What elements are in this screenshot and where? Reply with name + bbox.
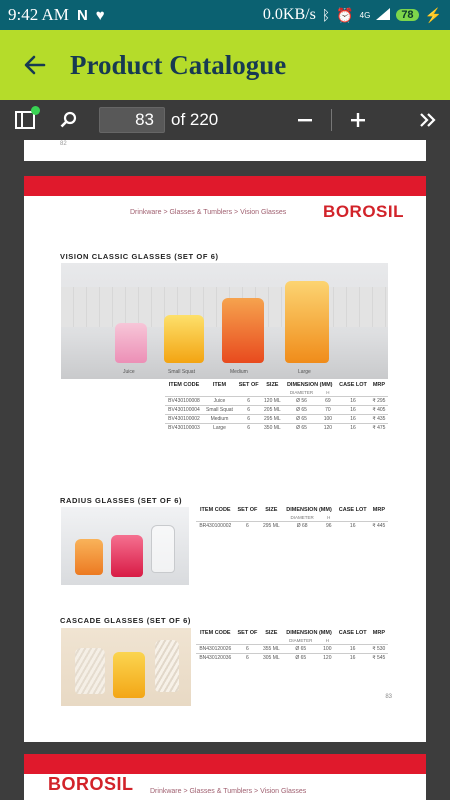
cell: ₹ 295 bbox=[370, 397, 388, 406]
arrow-left-icon bbox=[23, 53, 47, 77]
cell: Ø 65 bbox=[282, 654, 319, 663]
cell: ₹ 405 bbox=[370, 406, 388, 415]
cell: 6 bbox=[235, 654, 261, 663]
next-page-breadcrumb: Drinkware > Glasses & Tumblers > Vision Glasses bbox=[150, 788, 307, 795]
glass-label-juice: Juice bbox=[123, 369, 135, 375]
page-header-band bbox=[24, 176, 426, 196]
cell: 16 bbox=[336, 645, 370, 654]
glass-juice bbox=[115, 323, 147, 363]
previous-page bbox=[24, 140, 426, 161]
col-header: CASE LOT bbox=[339, 382, 367, 388]
glass-label-small-squat: Small Squat bbox=[168, 369, 195, 375]
section-title: CASCADE GLASSES (SET OF 6) bbox=[60, 616, 192, 625]
notification-dot bbox=[31, 106, 40, 115]
back-button[interactable] bbox=[0, 30, 70, 100]
cell: 295 ML bbox=[261, 415, 283, 424]
cell: ₹ 445 bbox=[370, 522, 388, 531]
col-header: DIMENSION (MM) bbox=[286, 382, 333, 388]
next-page-button[interactable] bbox=[406, 100, 450, 140]
network-label: 4G bbox=[359, 10, 371, 20]
page-number: 83 bbox=[385, 694, 392, 700]
toolbar-divider bbox=[331, 109, 332, 131]
glass-red bbox=[111, 535, 143, 577]
cell: 16 bbox=[336, 654, 370, 663]
cell: ₹ 530 bbox=[370, 645, 388, 654]
glass-yellow bbox=[113, 652, 145, 698]
cell: Ø 65 bbox=[283, 406, 319, 415]
cell: BV430100003 bbox=[165, 424, 203, 433]
glass-clear bbox=[151, 525, 175, 573]
cell: Ø 68 bbox=[282, 522, 321, 531]
page-number-input[interactable]: 83 bbox=[99, 107, 165, 133]
charging-icon: ⚡ bbox=[424, 6, 442, 23]
net-speed: 0.0KB/s bbox=[262, 6, 316, 23]
col-header: SET OF bbox=[237, 630, 258, 636]
catalogue-page bbox=[24, 176, 426, 742]
status-time: 9:42 AM bbox=[8, 5, 69, 24]
cell: 6 bbox=[236, 406, 261, 415]
cell: 350 ML bbox=[261, 424, 283, 433]
cell: BV430100004 bbox=[165, 406, 203, 415]
zoom-out-button[interactable] bbox=[283, 100, 327, 140]
cell: BV430100008 bbox=[165, 397, 203, 406]
cell: BN430120036 bbox=[196, 654, 235, 663]
minus-icon bbox=[297, 112, 313, 128]
cell: 6 bbox=[236, 424, 261, 433]
cell: 120 bbox=[319, 654, 336, 663]
signal-icon bbox=[376, 7, 390, 23]
table-row bbox=[196, 654, 388, 663]
document-viewer[interactable] bbox=[0, 140, 450, 800]
cell: BR430100002 bbox=[196, 522, 235, 531]
cell: 16 bbox=[336, 424, 370, 433]
n-icon: N bbox=[76, 6, 88, 24]
cell: Ø 65 bbox=[283, 415, 319, 424]
section-title: VISION CLASSIC GLASSES (SET OF 6) bbox=[60, 252, 219, 261]
cell: 16 bbox=[336, 415, 370, 424]
app-bar bbox=[0, 30, 450, 100]
cell: Juice bbox=[203, 397, 236, 406]
glass-small-squat bbox=[164, 315, 204, 363]
zoom-in-button[interactable] bbox=[336, 100, 380, 140]
table-row bbox=[165, 406, 388, 415]
cell: 205 ML bbox=[261, 406, 283, 415]
sub-header: DIAMETER bbox=[289, 638, 313, 643]
bluetooth-icon: ᛒ bbox=[321, 7, 331, 23]
col-header: DIMENSION (MM) bbox=[286, 630, 332, 636]
cell: Ø 65 bbox=[283, 424, 319, 433]
table-row bbox=[196, 522, 388, 531]
borosil-logo: BOROSIL bbox=[323, 202, 404, 221]
prev-page-number: 82 bbox=[60, 141, 67, 147]
glass-label-medium: Medium bbox=[230, 369, 248, 375]
app-title: Product Catalogue bbox=[70, 49, 287, 80]
cell: 70 bbox=[320, 406, 336, 415]
sub-header: DIAMETER bbox=[289, 390, 314, 395]
table-row bbox=[196, 645, 388, 654]
col-header: ITEM bbox=[212, 382, 227, 388]
col-header: CASE LOT bbox=[338, 630, 367, 636]
col-header: SIZE bbox=[266, 382, 279, 388]
cell: 6 bbox=[236, 415, 261, 424]
glass-medium bbox=[222, 298, 264, 363]
sub-header: DIAMETER bbox=[290, 515, 314, 520]
cascade-spec-table bbox=[196, 629, 388, 663]
glass-large bbox=[285, 281, 329, 363]
next-page bbox=[24, 754, 426, 800]
cell: 69 bbox=[320, 397, 336, 406]
glass-clear-left bbox=[75, 648, 105, 694]
section-title: RADIUS GLASSES (SET OF 6) bbox=[60, 496, 183, 505]
sub-header: H bbox=[325, 638, 329, 643]
cell: Ø 65 bbox=[282, 645, 319, 654]
cell: 16 bbox=[336, 522, 370, 531]
col-header: SET OF bbox=[238, 382, 259, 388]
cell: ₹ 545 bbox=[370, 654, 388, 663]
glass-orange bbox=[75, 539, 103, 575]
col-header: MRP bbox=[372, 382, 386, 388]
search-icon bbox=[60, 111, 78, 129]
col-header: SET OF bbox=[237, 507, 258, 513]
vision-spec-table bbox=[165, 381, 388, 433]
col-header: SIZE bbox=[265, 630, 278, 636]
double-chevron-right-icon bbox=[418, 112, 438, 128]
cell: 96 bbox=[322, 522, 336, 531]
col-header: ITEM CODE bbox=[200, 630, 231, 636]
cascade-glasses-photo bbox=[61, 628, 191, 706]
col-header: MRP bbox=[372, 630, 385, 636]
sub-header: H bbox=[327, 515, 331, 520]
next-page-header-band bbox=[24, 754, 426, 774]
battery-indicator: 78 bbox=[396, 9, 418, 21]
cell: 120 ML bbox=[261, 397, 283, 406]
cell: ₹ 475 bbox=[370, 424, 388, 433]
page-count: of 220 bbox=[171, 110, 219, 129]
page-breadcrumb: Drinkware > Glasses & Tumblers > Vision Glasses bbox=[130, 209, 287, 216]
radius-spec-table bbox=[196, 506, 388, 531]
cell: 16 bbox=[336, 406, 370, 415]
cell: 100 bbox=[319, 645, 336, 654]
col-header: CASE LOT bbox=[338, 507, 367, 513]
next-page-logo: BOROSIL bbox=[48, 774, 134, 794]
cell: 6 bbox=[236, 397, 261, 406]
cell: Medium bbox=[203, 415, 236, 424]
sub-header: H bbox=[326, 390, 330, 395]
cell: 16 bbox=[336, 397, 370, 406]
col-header: DIMENSION (MM) bbox=[286, 507, 332, 513]
vision-glasses-photo bbox=[61, 263, 388, 379]
col-header: SIZE bbox=[265, 507, 278, 513]
cell: Ø 56 bbox=[283, 397, 319, 406]
cell: 6 bbox=[235, 645, 261, 654]
glass-clear-right bbox=[155, 640, 179, 692]
status-bar bbox=[0, 0, 450, 30]
cell: 120 bbox=[320, 424, 336, 433]
cell: BV430100002 bbox=[165, 415, 203, 424]
cell: Small Squat bbox=[203, 406, 236, 415]
col-header: MRP bbox=[372, 507, 385, 513]
heart-icon: ♥ bbox=[95, 6, 105, 24]
cell: 100 bbox=[320, 415, 336, 424]
viewer-toolbar bbox=[0, 100, 450, 140]
radius-glasses-photo bbox=[61, 507, 189, 585]
plus-icon bbox=[350, 112, 366, 128]
table-row bbox=[165, 397, 388, 406]
cell: 355 ML bbox=[260, 645, 282, 654]
cell: 295 ML bbox=[260, 522, 282, 531]
table-row bbox=[165, 424, 388, 433]
sidebar-toggle-button[interactable] bbox=[3, 100, 47, 140]
cell: ₹ 435 bbox=[370, 415, 388, 424]
col-header: ITEM CODE bbox=[200, 507, 231, 513]
cell: BN430120026 bbox=[196, 645, 235, 654]
cell: 6 bbox=[235, 522, 261, 531]
alarm-icon: ⏰ bbox=[336, 6, 354, 23]
glass-label-large: Large bbox=[298, 369, 311, 375]
table-row bbox=[165, 415, 388, 424]
cell: Large bbox=[203, 424, 236, 433]
cell: 305 ML bbox=[260, 654, 282, 663]
col-header: ITEM CODE bbox=[168, 382, 200, 388]
search-button[interactable] bbox=[47, 100, 91, 140]
